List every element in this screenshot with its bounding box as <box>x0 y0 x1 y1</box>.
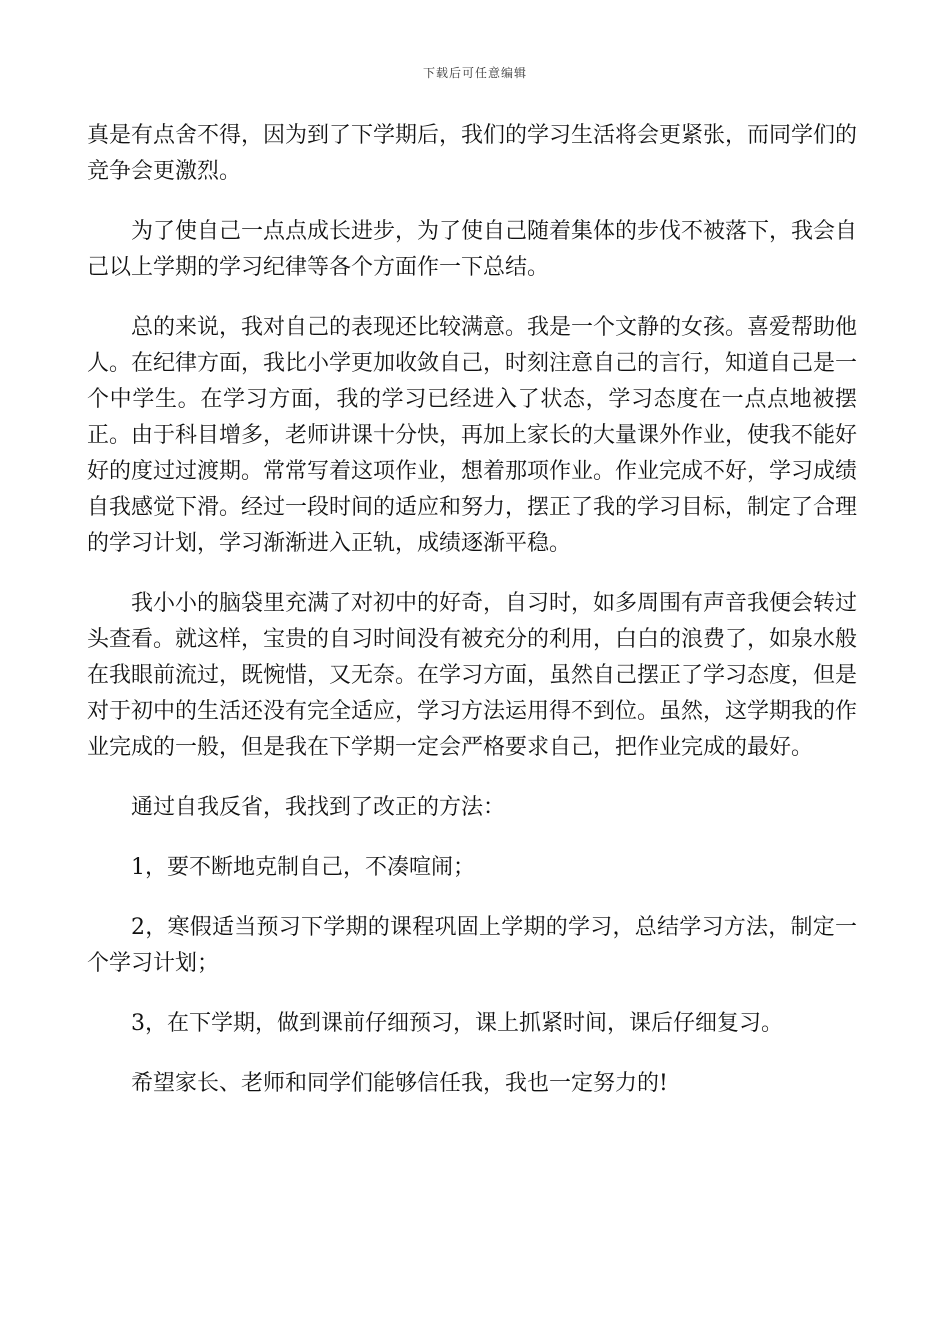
paragraph-reflection: 通过自我反省，我找到了改正的方法： <box>131 795 506 820</box>
list-item-2: 2，寒假适当预习下学期的课程巩固上学期的学习，总结学习方法，制定一个学习计划； <box>87 915 857 976</box>
paragraph-self-study: 我小小的脑袋里充满了对初中的好奇，自习时，如多周围有声音我便会转过头查看。就这样，宝贵的自习时间没有被充分的利用，白白的浪费了，如泉水般在我眼前流过，既惋惜，又无奈。在学习方面，虽然自己摆正了学习态度，但是对于初中的生活还没有完全适应，学习方法运用得不到位。虽然，这学期我的作业完成的一般，但是我在下学期一定会严格要求自己，把作业完成的最好。 <box>87 591 858 760</box>
paragraph-closing: 希望家长、老师和同学们能够信任我，我也一定努力的! <box>131 1071 668 1096</box>
list-item-3: 3，在下学期，做到课前仔细预习，课上抓紧时间，课后仔细复习。 <box>131 1011 783 1036</box>
page-header: 下载后可任意编辑 <box>422 66 527 80</box>
paragraph-continuation: 真是有点舍不得，因为到了下学期后，我们的学习生活将会更紧张，而同学们的竞争会更激烈。 <box>87 123 858 184</box>
document-body <box>87 118 857 1126</box>
paragraph-intent: 为了使自己一点点成长进步，为了使自己随着集体的步伐不被落下，我会自己以上学期的学习纪律等各个方面作一下总结。 <box>87 219 858 280</box>
paragraph-overall-performance: 总的来说，我对自己的表现还比较满意。我是一个文静的女孩。喜爱帮助他人。在纪律方面，我比小学更加收敛自己，时刻注意自己的言行，知道自己是一个中学生。在学习方面，我的学习已经进入了状态，学习态度在一点点地被摆正。由于科目增多，老师讲课十分快，再加上家长的大量课外作业，使我不能好好的度过过渡期。常常写着这项作业，想着那项作业。作业完成不好，学习成绩自我感觉下滑。经过一段时间的适应和努力，摆正了我的学习目标，制定了合理的学习计划，学习渐渐进入正轨，成绩逐渐平稳。 <box>87 315 858 556</box>
list-item-1: 1，要不断地克制自己，不凑喧闹； <box>131 855 475 880</box>
